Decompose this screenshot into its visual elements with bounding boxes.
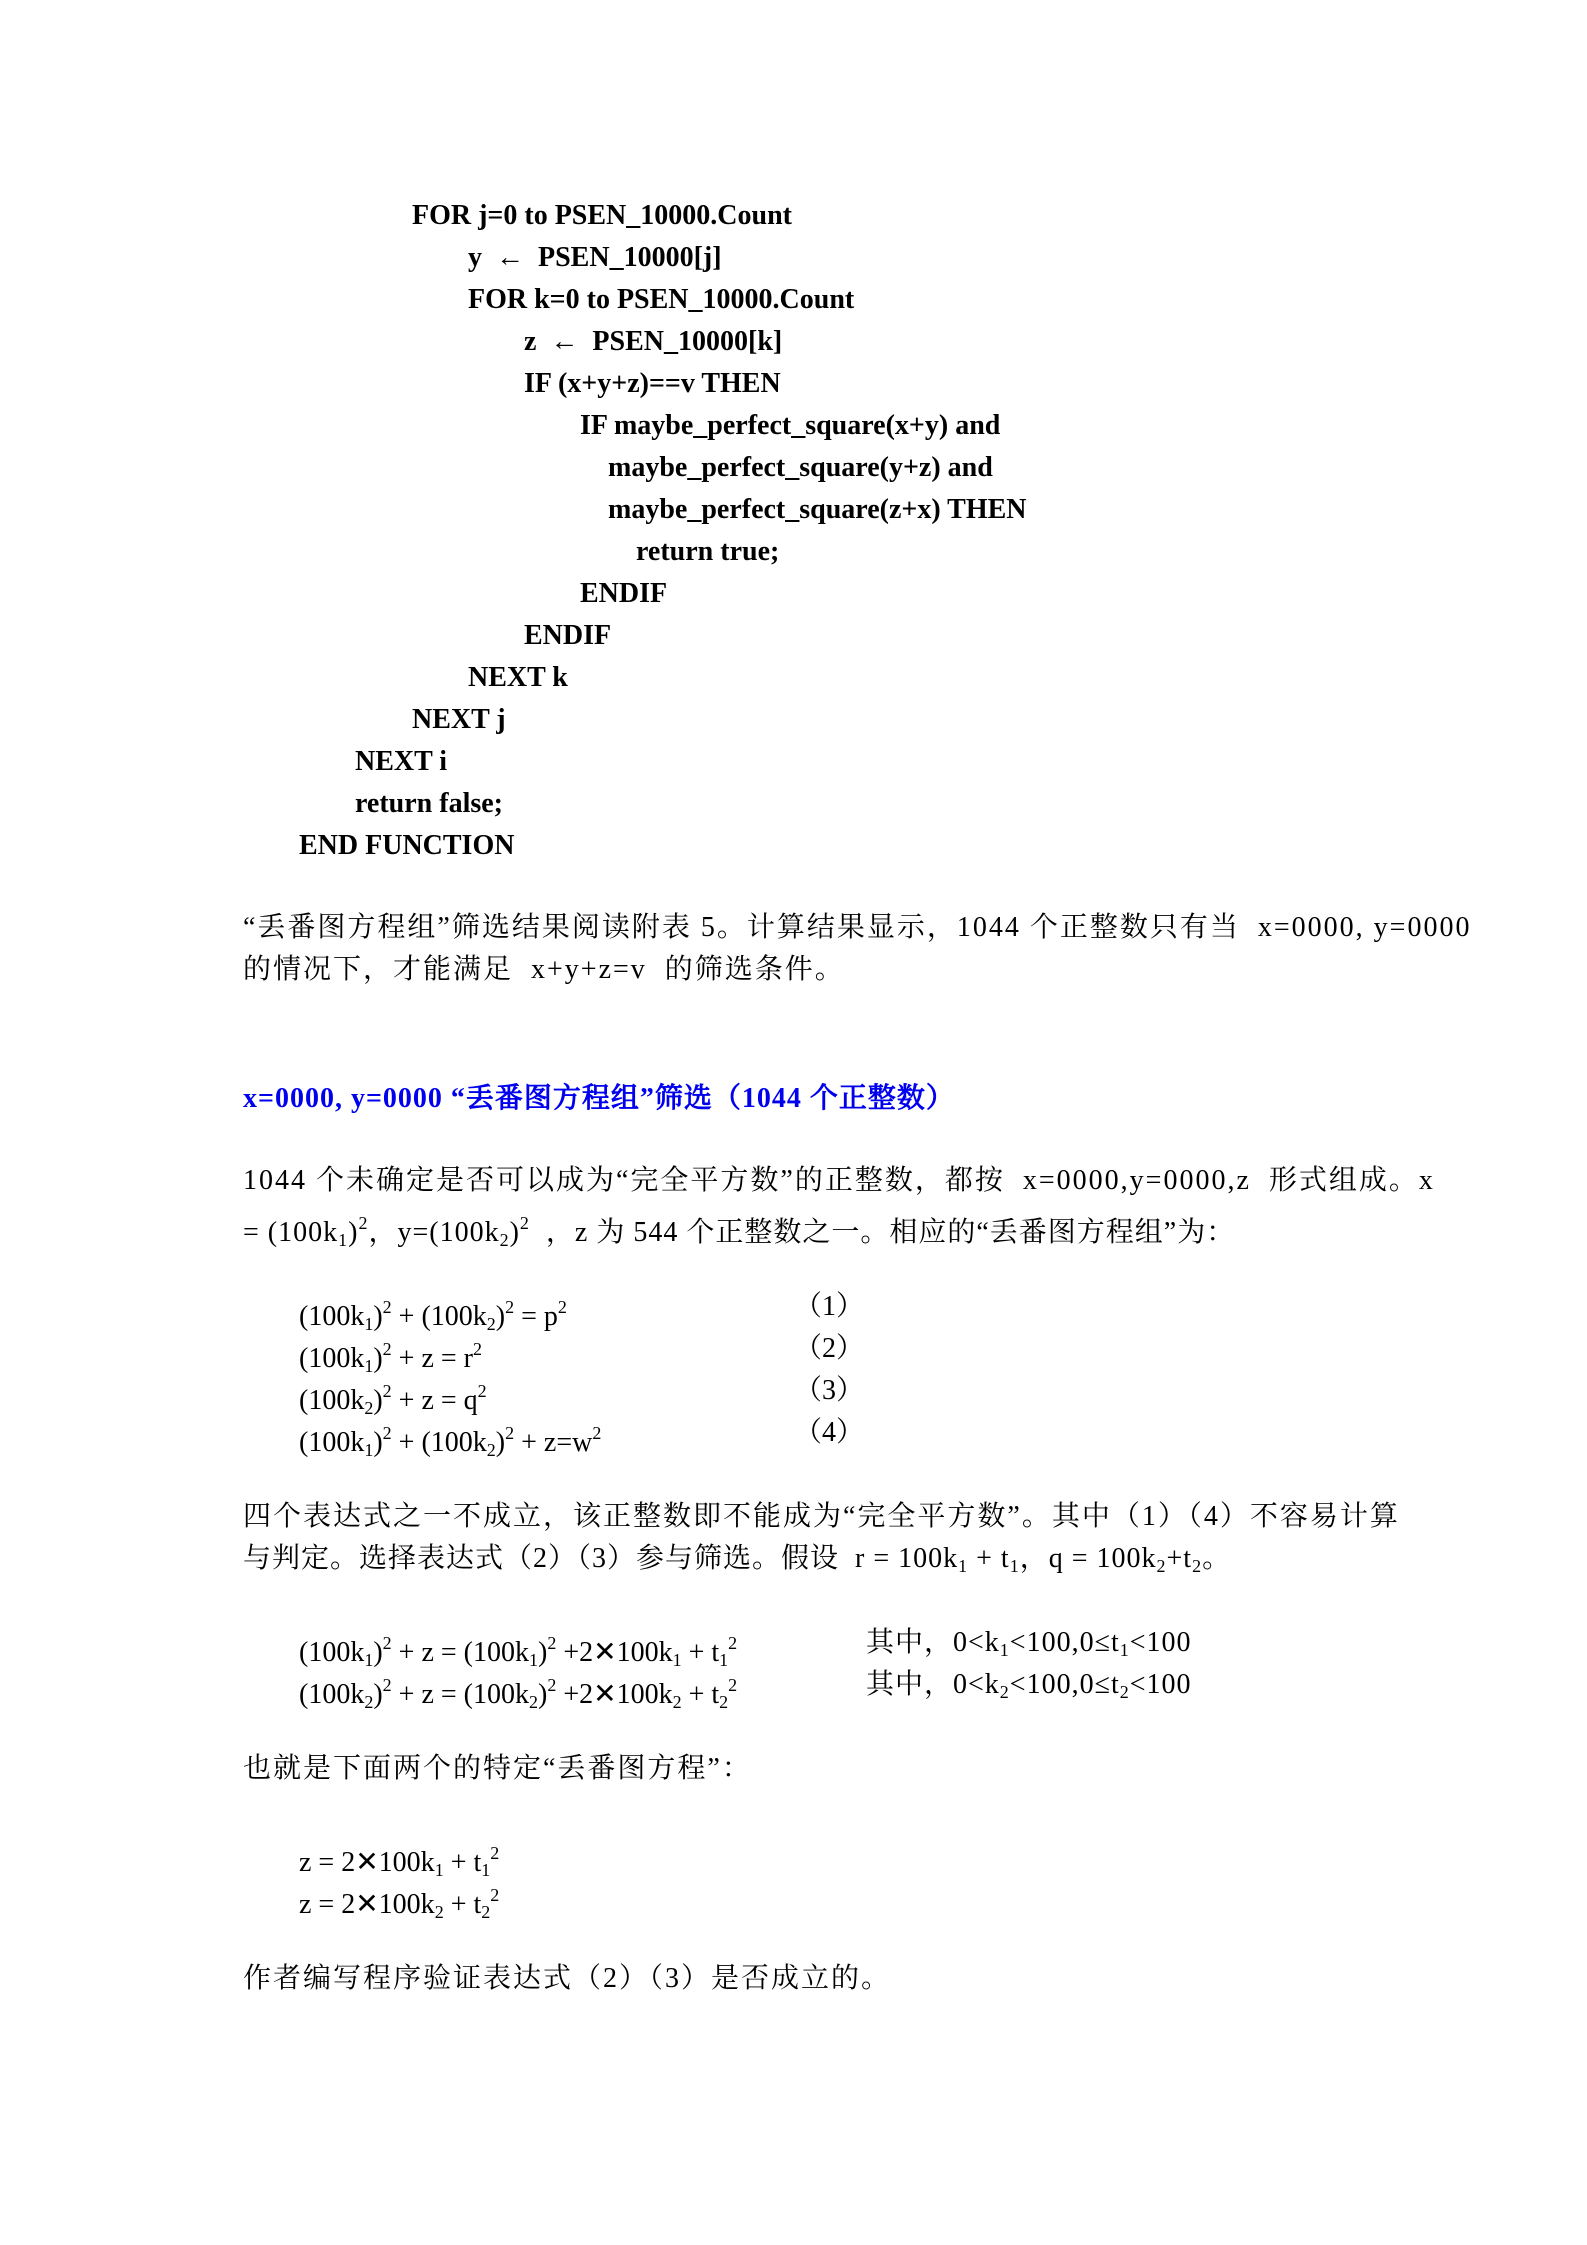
expansion-1: $(100k_1)^2 + z = (100k_1)^2$ $+2✕100k_1 + t_1^2$ (299, 1633, 738, 1670)
expansion-2: $(100k_2)^2 + z = (100k_2)^2$ $+2✕100k_2 + t_2^2$ (299, 1675, 738, 1712)
code-line: END FUNCTION (299, 830, 515, 861)
code-line: maybe_perfect_square(z+x) THEN (608, 494, 1027, 525)
code-line: return false; (355, 788, 503, 819)
code-line: ENDIF (524, 620, 612, 651)
code-line: NEXT i (355, 746, 448, 777)
equation-number: （3） (794, 1375, 865, 1406)
equation-4: $(100k_1)^2 + (100k_2)^2 + z=w^2$ (299, 1423, 602, 1460)
code-line: NEXT j (412, 704, 506, 735)
paragraph-line: = $(100k_1)^2$，$y=(100k_2)^2$ ，z 为 544 个正整数之一。相应的“丢番图方程组”为： (243, 1213, 1236, 1250)
specific-equation-1: $z = 2✕100k_1 + t_1^2$ (299, 1843, 500, 1880)
code-line: NEXT k (468, 662, 568, 693)
code-line: z ← PSEN_10000[k] (524, 326, 783, 357)
equation-3: $(100k_2)^2 + z = q^2$ (299, 1381, 487, 1418)
code-line: ENDIF (580, 578, 668, 609)
code-line: y ← PSEN_10000[j] (468, 242, 722, 273)
paragraph-line: 作者编写程序验证表达式（2）（3）是否成立的。 (243, 1963, 892, 1994)
paragraph-line: 也就是下面两个的特定“丢番图方程”： (243, 1753, 752, 1784)
code-line: FOR j=0 to PSEN_10000.Count (412, 200, 792, 231)
paragraph-line: 与判定。选择表达式（2）（3）参与筛选。假设 $r = 100k_1 + t_1$，$q = 100k_2+t_2$。 (243, 1543, 1232, 1576)
code-line: IF (x+y+z)==v THEN (524, 368, 781, 399)
section-heading: x=0000, y=0000 “丢番图方程组”筛选（1044 个正整数） (243, 1083, 955, 1114)
expansion-note: 其中，$0<k_1<100,0\le t_1<100$ (866, 1627, 1192, 1660)
equation-number: （2） (794, 1333, 865, 1364)
code-line: FOR k=0 to PSEN_10000.Count (468, 284, 855, 315)
paragraph-line: “丢番图方程组”筛选结果阅读附表 5。计算结果显示，1044 个正整数只有当 x=0000, y=0000 (243, 912, 1472, 943)
paragraph-line: 四个表达式之一不成立，该正整数即不能成为“完全平方数”。其中（1）（4）不容易计算 (243, 1501, 1400, 1532)
code-line: return true; (636, 536, 780, 567)
equation-number: （1） (794, 1291, 865, 1322)
code-line: maybe_perfect_square(y+z) and (608, 452, 993, 483)
equation-1: $(100k_1)^2 + (100k_2)^2 = p^2$ (299, 1297, 567, 1334)
paragraph-line: 的情况下，才能满足 x+y+z=v 的筛选条件。 (243, 954, 845, 985)
expansion-note: 其中，$0<k_2<100,0\le t_2<100$ (866, 1669, 1192, 1702)
code-line: IF maybe_perfect_square(x+y) and (580, 410, 1001, 441)
paragraph-line: 1044 个未确定是否可以成为“完全平方数”的正整数，都按 x=0000,y=0000,z 形式组成。x (243, 1165, 1435, 1196)
equation-number: （4） (794, 1417, 865, 1448)
specific-equation-2: $z = 2✕100k_2 + t_2^2$ (299, 1885, 500, 1922)
equation-2: $(100k_1)^2 + z = r^2$ (299, 1339, 482, 1376)
